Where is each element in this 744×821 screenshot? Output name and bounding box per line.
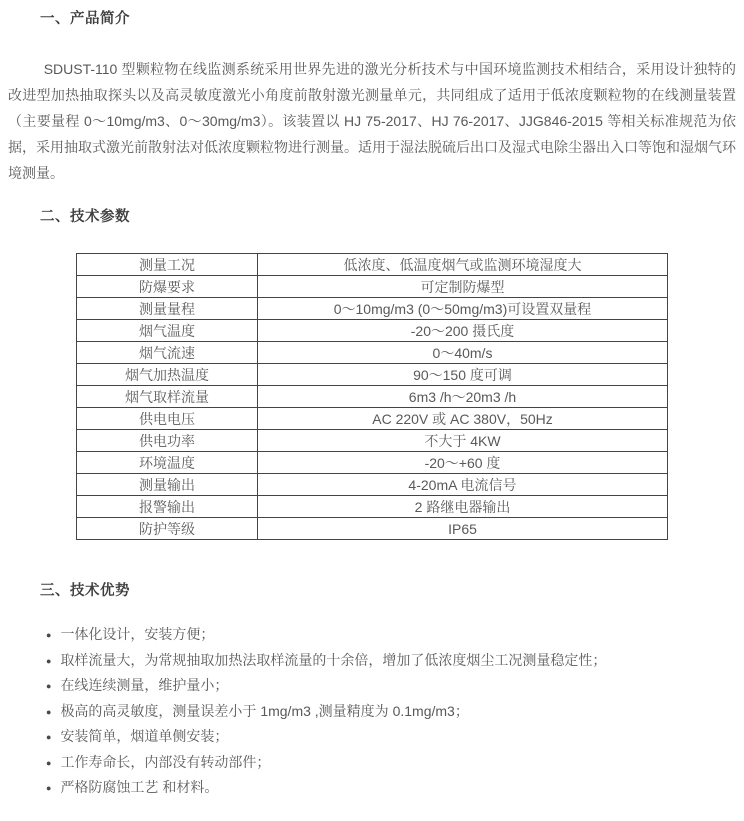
table-row bbox=[77, 452, 668, 474]
intro-paragraph: SDUST-110 型颗粒物在线监测系统采用世界先进的激光分析技术与中国环境监测技术相结合，采用设计独特的改进型加热抽取探头以及高灵敏度激光小角度前散射激光测量单元，共同组成了适用于低浓度颗粒物的在线测量装置（主要量程 0～10mg/m3、0～30mg/m3）。该装置以 HJ 75-2017、HJ 76-2017、JJG846-2015 等相关标准规范为依据，采用抽取式激光前散射法对低浓度颗粒物进行测量。适用于湿法脱硫后出口及湿式电除尘器出入口等饱和湿烟气环境测量。 bbox=[8, 61, 736, 181]
parameters-table bbox=[76, 253, 668, 540]
param-value: AC 220V 或 AC 380V，50Hz bbox=[258, 408, 668, 430]
list-item bbox=[46, 699, 736, 725]
section-heading-intro: 一、产品简介 bbox=[40, 11, 130, 27]
param-label: 测量工况 bbox=[77, 254, 258, 276]
param-label: 烟气温度 bbox=[77, 320, 258, 342]
list-item bbox=[46, 750, 736, 776]
list-item bbox=[46, 622, 736, 648]
param-value: 0～10mg/m3 (0～50mg/m3)可设置双量程 bbox=[258, 298, 668, 320]
bullet-icon: ● bbox=[46, 732, 52, 742]
advantage-text: 取样流量大，为常规抽取加热法取样流量的十余倍，增加了低浓度烟尘工况测量稳定性； bbox=[60, 651, 607, 668]
advantage-text: 严格防腐蚀工艺 和材料。 bbox=[60, 779, 219, 795]
advantage-text: 极高的高灵敏度，测量误差小于 1mg/m3 ,测量精度为 0.1mg/m3； bbox=[60, 702, 469, 719]
param-value: -20～200 摄氏度 bbox=[258, 320, 668, 342]
param-value: 2 路继电器输出 bbox=[258, 496, 668, 518]
param-value: -20～+60 度 bbox=[258, 452, 668, 474]
param-label: 测量输出 bbox=[77, 474, 258, 496]
param-label: 防护等级 bbox=[77, 518, 258, 540]
advantage-text: 一体化设计，安装方便； bbox=[60, 626, 215, 642]
bullet-icon: ● bbox=[46, 706, 52, 717]
param-value: 低浓度、低温度烟气或监测环境湿度大 bbox=[258, 254, 668, 276]
table-row bbox=[77, 320, 668, 342]
section-heading-advantages: 三、技术优势 bbox=[40, 583, 130, 599]
section-heading-params: 二、技术参数 bbox=[40, 209, 130, 225]
param-label: 测量量程 bbox=[77, 298, 258, 320]
table-row bbox=[77, 342, 668, 364]
table-row bbox=[77, 276, 668, 298]
param-value: 4-20mA 电流信号 bbox=[258, 474, 668, 496]
table-row bbox=[77, 298, 668, 320]
table-row bbox=[77, 408, 668, 430]
list-item bbox=[46, 673, 736, 699]
list-item bbox=[46, 775, 736, 801]
param-value: IP65 bbox=[258, 518, 668, 540]
table-row bbox=[77, 430, 668, 452]
param-value: 90～150 度可调 bbox=[258, 364, 668, 386]
param-label: 供电功率 bbox=[77, 430, 258, 452]
list-item bbox=[46, 724, 736, 750]
param-label: 供电电压 bbox=[77, 408, 258, 430]
advantage-text: 在线连续测量，维护量小； bbox=[60, 677, 229, 693]
param-label: 报警输出 bbox=[77, 496, 258, 518]
list-item bbox=[46, 648, 736, 674]
param-label: 烟气取样流量 bbox=[77, 386, 258, 408]
bullet-icon: ● bbox=[46, 630, 52, 640]
bullet-icon: ● bbox=[46, 757, 52, 768]
param-value: 可定制防爆型 bbox=[258, 276, 668, 298]
param-label: 环境温度 bbox=[77, 452, 258, 474]
param-label: 烟气加热温度 bbox=[77, 364, 258, 386]
table-row bbox=[77, 254, 668, 276]
bullet-icon: ● bbox=[46, 681, 52, 691]
table-row bbox=[77, 364, 668, 386]
table-row bbox=[77, 518, 668, 540]
table-row bbox=[77, 474, 668, 496]
param-value: 6m3 /h～20m3 /h bbox=[258, 386, 668, 408]
param-value: 0～40m/s bbox=[258, 342, 668, 364]
table-row bbox=[77, 386, 668, 408]
advantage-text: 安装简单，烟道单侧安装； bbox=[60, 728, 229, 744]
bullet-icon: ● bbox=[46, 655, 52, 666]
advantages-list bbox=[8, 622, 736, 801]
param-label: 防爆要求 bbox=[77, 276, 258, 298]
advantage-text: 工作寿命长，内部没有转动部件； bbox=[60, 753, 271, 770]
param-label: 烟气流速 bbox=[77, 342, 258, 364]
bullet-icon: ● bbox=[46, 783, 52, 793]
table-row bbox=[77, 496, 668, 518]
param-value: 不大于 4KW bbox=[258, 430, 668, 452]
